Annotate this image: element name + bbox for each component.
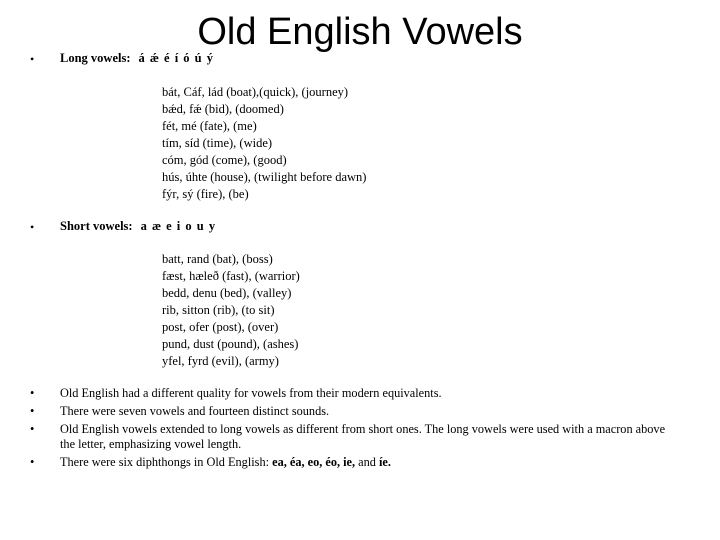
example-line: fýr, sý (fire), (be): [162, 187, 249, 201]
slide-title: Old English Vowels: [197, 11, 523, 53]
long-vowel-examples: [162, 84, 366, 203]
example-line: cóm, gód (come), (good): [162, 153, 287, 167]
example-line: fét, mé (fate), (me): [162, 119, 257, 133]
note-item: [30, 386, 670, 401]
short-vowel-examples: [162, 251, 300, 370]
example-line: rib, sitton (rib), (to sit): [162, 303, 275, 317]
note-item: [30, 455, 670, 470]
example-line: batt, rand (bat), (boss): [162, 252, 273, 266]
example-line: bát, Cáf, lád (boat),(quick), (journey): [162, 85, 349, 99]
long-vowels-heading: [60, 51, 214, 66]
short-vowels-heading: [60, 219, 216, 234]
example-line: fæst, hæleð (fast), (warrior): [162, 269, 300, 283]
long-vowels-label: Long vowels:: [60, 51, 131, 65]
short-vowels-list: a æ e i o u y: [140, 219, 217, 233]
bullet: •: [30, 422, 35, 436]
diphthongs-last: íe.: [379, 455, 391, 469]
long-vowels-list: á ǽ é í ó ú ý: [138, 51, 214, 65]
example-line: bedd, denu (bed), (valley): [162, 286, 292, 300]
diphthongs-list: ea, éa, eo, éo, ie,: [272, 455, 356, 469]
bullet: •: [30, 455, 35, 469]
bullet: •: [30, 386, 35, 400]
bullet-long-vowels: •: [30, 52, 35, 66]
example-line: tím, síd (time), (wide): [162, 136, 273, 150]
short-vowels-label: Short vowels:: [60, 219, 133, 233]
bullet: •: [30, 404, 35, 418]
note-text: There were seven vowels and fourteen distinct sounds.: [60, 404, 330, 418]
diphthongs-and: and: [358, 455, 376, 469]
note-text: Old English vowels extended to long vowels as different from short ones. The long vowels were used with a macron above the letter, emphasizing vowel length.: [60, 422, 666, 451]
note-item: [30, 422, 670, 452]
example-line: bǽd, fǽ (bid), (doomed): [162, 102, 284, 116]
note-text: Old English had a different quality for vowels from their modern equivalents.: [60, 386, 442, 400]
example-line: pund, dust (pound), (ashes): [162, 337, 299, 351]
notes-list: [30, 386, 670, 473]
example-line: yfel, fyrd (evil), (army): [162, 354, 279, 368]
bullet-short-vowels: •: [30, 220, 35, 234]
diphthongs-text: There were six diphthongs in Old English:: [60, 455, 270, 469]
note-item: [30, 404, 670, 419]
example-line: post, ofer (post), (over): [162, 320, 279, 334]
example-line: hús, úhte (house), (twilight before dawn): [162, 170, 367, 184]
